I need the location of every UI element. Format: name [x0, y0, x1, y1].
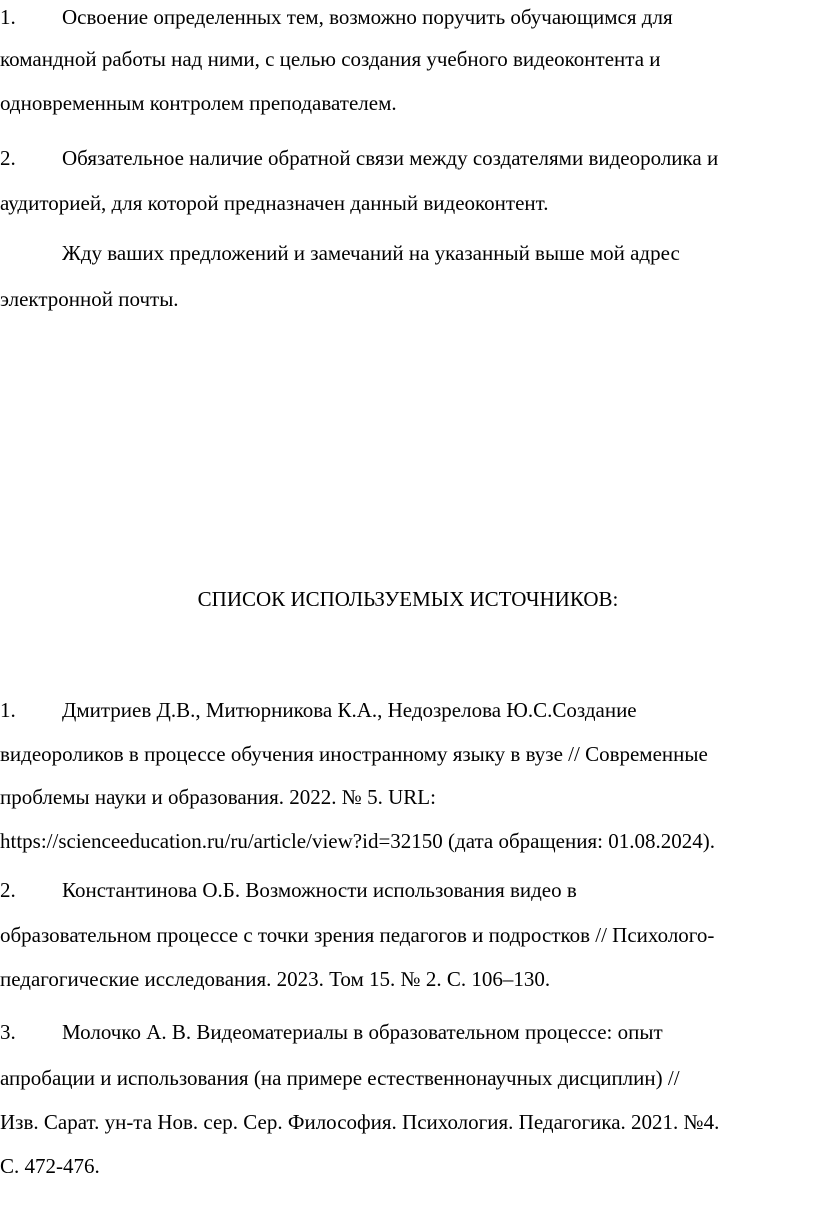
- source-text: апробации и использования (на примере естественнонаучных дисциплин) //: [0, 1066, 680, 1090]
- source-text: Константинова О.Б. Возможности использования видео в: [62, 878, 577, 902]
- source-number: 3.: [0, 1020, 16, 1044]
- paragraph-text: электронной почты.: [0, 287, 179, 311]
- list-item-text: командной работы над ними, с целью создания учебного видеоконтента и: [0, 47, 661, 71]
- source-text: С. 472-476.: [0, 1154, 100, 1178]
- source-text: Молочко А. В. Видеоматериалы в образовательном процессе: опыт: [62, 1020, 663, 1044]
- list-item-text: Освоение определенных тем, возможно поручить обучающимся для: [62, 5, 673, 29]
- list-item-text: Обязательное наличие обратной связи между создателями видеоролика и: [62, 146, 719, 170]
- list-number: 1.: [0, 5, 16, 29]
- sources-heading: СПИСОК ИСПОЛЬЗУЕМЫХ ИСТОЧНИКОВ:: [197, 587, 619, 611]
- source-text: Изв. Сарат. ун-та Нов. сер. Сер. Философия. Психология. Педагогика. 2021. №4.: [0, 1110, 720, 1134]
- source-text: проблемы науки и образования. 2022. № 5. URL:: [0, 785, 436, 809]
- list-number: 2.: [0, 146, 16, 170]
- source-number: 1.: [0, 698, 16, 722]
- source-link[interactable]: https://scienceeducation.ru/ru/article/view?id=32150 (дата обращения: 01.08.2024).: [0, 829, 715, 853]
- list-item-text: одновременным контролем преподавателем.: [0, 91, 397, 115]
- source-text: педагогические исследования. 2023. Том 15. № 2. С. 106–130.: [0, 967, 551, 991]
- paragraph-text: Жду ваших предложений и замечаний на указанный выше мой адрес: [62, 241, 680, 265]
- source-text: видеороликов в процессе обучения иностранному языку в вузе // Современные: [0, 742, 708, 766]
- source-text: Дмитриев Д.В., Митюрникова К.А., Недозрелова Ю.С.Создание: [62, 698, 637, 722]
- source-text: образовательном процессе с точки зрения педагогов и подростков // Психолого-: [0, 923, 715, 947]
- source-number: 2.: [0, 878, 16, 902]
- list-item-text: аудиторией, для которой предназначен данный видеоконтент.: [0, 191, 549, 215]
